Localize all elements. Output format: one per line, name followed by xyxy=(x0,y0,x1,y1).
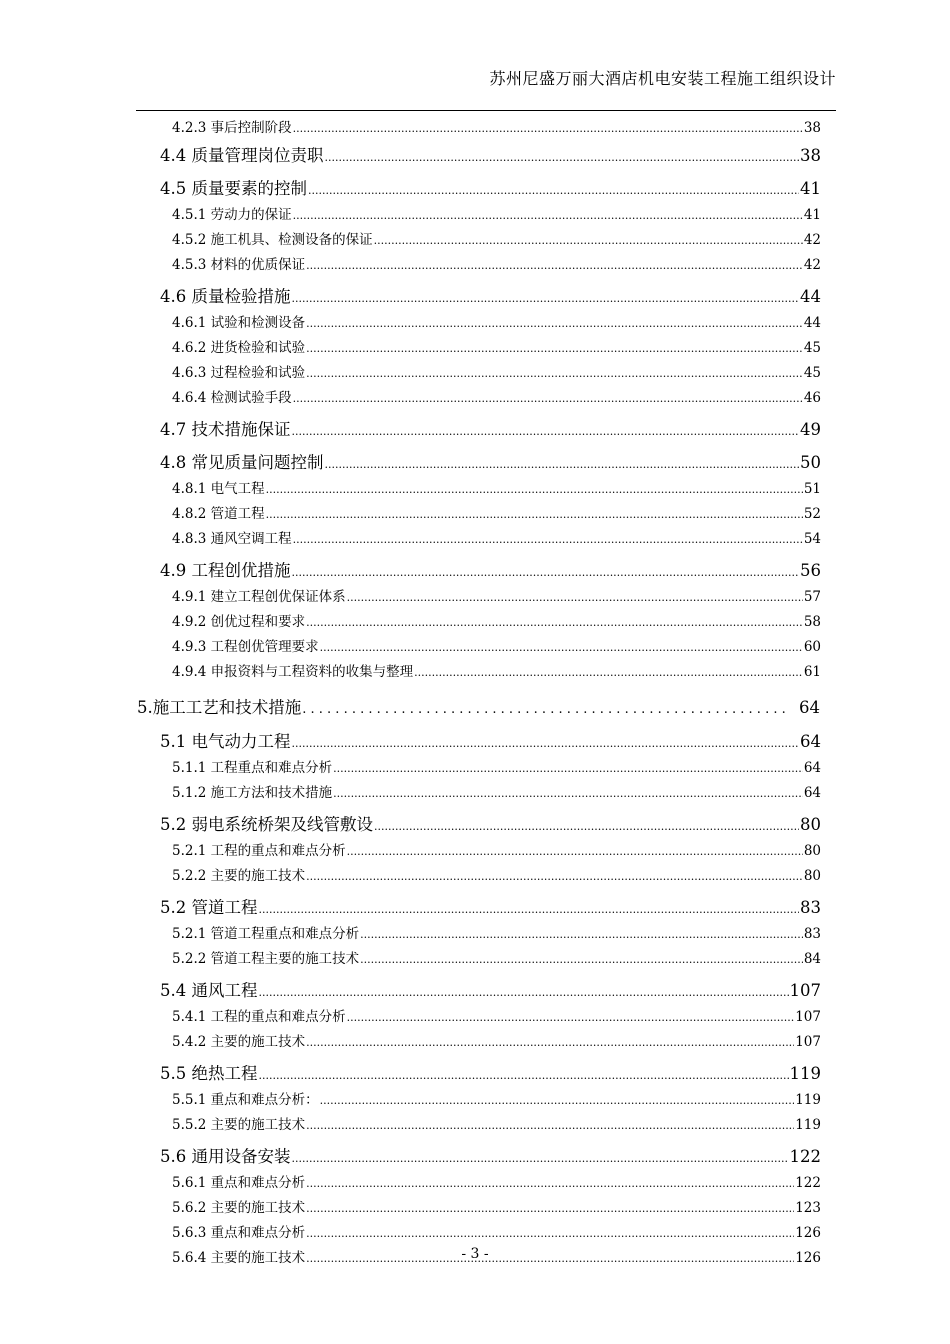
table-of-contents xyxy=(0,116,950,1271)
toc-dot-leader xyxy=(306,1030,794,1055)
toc-entry-page: 60 xyxy=(803,639,821,655)
toc-entry[interactable] xyxy=(172,922,821,947)
header-divider xyxy=(136,110,836,111)
toc-entry-label: 5.2.2 管道工程主要的施工技术 xyxy=(172,951,360,967)
toc-entry[interactable] xyxy=(172,660,821,685)
toc-entry-page: 126 xyxy=(795,1250,821,1266)
toc-entry[interactable] xyxy=(172,1196,821,1221)
toc-entry-page: 123 xyxy=(795,1200,821,1216)
toc-entry-label: 4.5.2 施工机具、检测设备的保证 xyxy=(172,232,373,248)
toc-dot-leader xyxy=(325,448,800,479)
toc-entry-label: 4.5.3 材料的优质保证 xyxy=(172,257,306,273)
toc-entry-label: 4.9 工程创优措施 xyxy=(160,561,291,580)
toc-entry-page: 83 xyxy=(803,926,821,942)
toc-entry[interactable] xyxy=(172,311,821,336)
toc-entry-page: 80 xyxy=(803,843,821,859)
toc-entry[interactable] xyxy=(160,727,821,756)
toc-entry-label: 5.1 电气动力工程 xyxy=(160,732,291,751)
toc-dot-leader xyxy=(320,635,803,660)
toc-dot-leader xyxy=(347,839,803,864)
toc-entry-page: 41 xyxy=(803,207,821,223)
toc-entry-page: 52 xyxy=(803,506,821,522)
toc-entry-label: 4.7 技术措施保证 xyxy=(160,420,291,439)
toc-entry-label: 4.8 常见质量问题控制 xyxy=(160,453,324,472)
toc-dot-leader xyxy=(360,947,803,972)
toc-entry[interactable] xyxy=(160,1142,821,1171)
toc-entry[interactable] xyxy=(172,1088,821,1113)
toc-entry-page: 44 xyxy=(800,287,821,306)
toc-dot-leader xyxy=(333,756,803,781)
toc-entry-page: 61 xyxy=(803,664,821,680)
toc-entry[interactable] xyxy=(137,693,820,723)
toc-entry-page: 80 xyxy=(803,868,821,884)
toc-entry-label: 5.6 通用设备安装 xyxy=(160,1147,291,1166)
toc-dot-leader xyxy=(292,1142,789,1173)
toc-dot-leader xyxy=(308,174,799,205)
toc-dot-leader xyxy=(259,976,789,1007)
toc-entry[interactable] xyxy=(172,756,821,781)
toc-dot-leader xyxy=(306,253,803,278)
toc-entry-page: 46 xyxy=(803,390,821,406)
toc-entry[interactable] xyxy=(160,1059,821,1088)
toc-entry[interactable] xyxy=(172,1030,821,1055)
toc-entry-label: 4.8.1 电气工程 xyxy=(172,481,265,497)
toc-entry-page: 42 xyxy=(803,257,821,273)
toc-entry[interactable] xyxy=(160,415,821,444)
toc-entry[interactable] xyxy=(172,610,821,635)
toc-entry-page: 64 xyxy=(803,760,821,776)
toc-entry[interactable] xyxy=(160,556,821,585)
toc-entry-page: 45 xyxy=(803,340,821,356)
toc-entry-page: 80 xyxy=(800,815,821,834)
toc-entry-label: 5.2.2 主要的施工技术 xyxy=(172,868,306,884)
toc-entry-label: 4.6.4 检测试验手段 xyxy=(172,390,292,406)
page-number: - 3 - xyxy=(461,1246,489,1262)
toc-entry-page: 64 xyxy=(799,698,820,717)
toc-entry-page: 83 xyxy=(800,898,821,917)
toc-entry-label: 4.8.2 管道工程 xyxy=(172,506,265,522)
toc-entry[interactable] xyxy=(160,976,821,1005)
toc-entry-page: 58 xyxy=(803,614,821,630)
toc-entry-label: 4.5.1 劳动力的保证 xyxy=(172,207,292,223)
toc-dot-leader xyxy=(293,116,803,141)
toc-entry[interactable] xyxy=(172,253,821,278)
toc-entry-label: 5.6.2 主要的施工技术 xyxy=(172,1200,306,1216)
toc-entry[interactable] xyxy=(172,203,821,228)
toc-entry[interactable] xyxy=(172,585,821,610)
toc-entry[interactable] xyxy=(172,228,821,253)
toc-entry-page: 107 xyxy=(795,1009,821,1025)
toc-dot-leader xyxy=(306,1171,794,1196)
toc-entry[interactable] xyxy=(172,336,821,361)
toc-entry[interactable] xyxy=(172,1113,821,1138)
toc-entry[interactable] xyxy=(172,116,821,141)
toc-entry-label: 5.4 通风工程 xyxy=(160,981,258,1000)
toc-dot-leader xyxy=(306,336,803,361)
toc-entry-label: 5.4.1 工程的重点和难点分析 xyxy=(172,1009,346,1025)
toc-entry-page: 57 xyxy=(803,589,821,605)
toc-dot-leader xyxy=(306,1196,794,1221)
toc-entry-page: 38 xyxy=(800,146,821,165)
toc-entry-page: 64 xyxy=(800,732,821,751)
toc-entry-label: 5.5.2 主要的施工技术 xyxy=(172,1117,306,1133)
toc-entry-page: 56 xyxy=(800,561,821,580)
toc-dot-leader xyxy=(306,610,803,635)
toc-entry[interactable] xyxy=(172,1221,821,1246)
toc-entry[interactable] xyxy=(160,141,821,170)
toc-entry-label: 5.6.3 重点和难点分析 xyxy=(172,1225,306,1241)
toc-dot-leader xyxy=(374,810,799,841)
toc-entry-label: 4.6 质量检验措施 xyxy=(160,287,291,306)
toc-entry-label: 5.6.4 主要的施工技术 xyxy=(172,1250,306,1266)
toc-dot-leader xyxy=(306,361,803,386)
toc-entry-page: 122 xyxy=(789,1147,821,1166)
toc-entry[interactable] xyxy=(172,839,821,864)
toc-dot-leader xyxy=(266,502,803,527)
toc-entry[interactable] xyxy=(172,947,821,972)
toc-dot-leader xyxy=(306,1221,794,1246)
toc-entry-label: 4.4 质量管理岗位责职 xyxy=(160,146,324,165)
toc-dot-leader xyxy=(414,660,803,685)
toc-entry-page: 54 xyxy=(803,531,821,547)
toc-entry[interactable] xyxy=(172,1005,821,1030)
toc-dot-leader xyxy=(302,693,788,725)
toc-dot-leader xyxy=(347,585,803,610)
toc-entry[interactable] xyxy=(160,174,821,203)
toc-entry[interactable] xyxy=(160,282,821,311)
toc-entry-label: 5.5 绝热工程 xyxy=(160,1064,258,1083)
toc-entry-page: 45 xyxy=(803,365,821,381)
toc-dot-leader xyxy=(292,727,800,758)
toc-dot-leader xyxy=(293,203,803,228)
toc-entry-page: 119 xyxy=(795,1092,821,1108)
toc-entry-label: 4.9.1 建立工程创优保证体系 xyxy=(172,589,346,605)
toc-dot-leader xyxy=(320,1088,795,1113)
toc-entry-label: 4.9.3 工程创优管理要求 xyxy=(172,639,319,655)
toc-dot-leader xyxy=(306,1113,794,1138)
toc-entry-page: 42 xyxy=(803,232,821,248)
toc-entry-page: 122 xyxy=(795,1175,821,1191)
toc-entry[interactable] xyxy=(172,1171,821,1196)
toc-entry-page: 44 xyxy=(803,315,821,331)
toc-entry-label: 5.4.2 主要的施工技术 xyxy=(172,1034,306,1050)
toc-entry-label: 5.2.1 管道工程重点和难点分析 xyxy=(172,926,360,942)
toc-dot-leader xyxy=(259,893,800,924)
toc-entry-label: 5.5.1 重点和难点分析： xyxy=(172,1092,319,1108)
toc-entry[interactable] xyxy=(160,448,821,477)
document-header-title: 苏州尼盛万丽大酒店机电安装工程施工组织设计 xyxy=(489,69,836,88)
toc-entry-label: 4.8.3 通风空调工程 xyxy=(172,531,292,547)
toc-entry-page: 49 xyxy=(800,420,821,439)
toc-entry-label: 5.1.2 施工方法和技术措施 xyxy=(172,785,333,801)
toc-entry-page: 50 xyxy=(800,453,821,472)
toc-dot-leader xyxy=(325,141,800,172)
toc-dot-leader xyxy=(360,922,803,947)
toc-entry-label: 5.施工工艺和技术措施 xyxy=(137,698,302,717)
toc-entry-label: 5.2 弱电系统桥架及线管敷设 xyxy=(160,815,373,834)
toc-entry-page: 107 xyxy=(789,981,821,1000)
toc-dot-leader xyxy=(306,311,803,336)
toc-dot-leader xyxy=(292,415,800,446)
toc-dot-leader xyxy=(293,527,803,552)
toc-dot-leader xyxy=(292,556,800,587)
toc-entry-page: 119 xyxy=(795,1117,821,1133)
toc-entry[interactable] xyxy=(160,810,821,839)
toc-entry[interactable] xyxy=(172,527,821,552)
toc-entry-page: 64 xyxy=(803,785,821,801)
toc-dot-leader xyxy=(266,477,803,502)
toc-entry-label: 4.9.4 申报资料与工程资料的收集与整理 xyxy=(172,664,414,680)
toc-entry-label: 4.6.1 试验和检测设备 xyxy=(172,315,306,331)
toc-entry[interactable] xyxy=(172,477,821,502)
toc-dot-leader xyxy=(293,386,803,411)
toc-dot-leader xyxy=(333,781,803,806)
toc-entry-label: 4.5 质量要素的控制 xyxy=(160,179,307,198)
toc-entry[interactable] xyxy=(172,781,821,806)
toc-dot-leader xyxy=(292,282,800,313)
toc-entry-label: 5.6.1 重点和难点分析 xyxy=(172,1175,306,1191)
toc-dot-leader xyxy=(374,228,803,253)
toc-entry-page: 51 xyxy=(803,481,821,497)
toc-entry-page: 84 xyxy=(803,951,821,967)
toc-entry-label: 4.6.3 过程检验和试验 xyxy=(172,365,306,381)
toc-entry-page: 38 xyxy=(803,120,821,136)
toc-entry[interactable] xyxy=(172,361,821,386)
toc-entry-label: 4.2.3 事后控制阶段 xyxy=(172,120,292,136)
toc-entry[interactable] xyxy=(172,635,821,660)
toc-entry-page: 107 xyxy=(795,1034,821,1050)
toc-dot-leader xyxy=(347,1005,795,1030)
toc-entry-page: 41 xyxy=(800,179,821,198)
toc-entry-label: 4.9.2 创优过程和要求 xyxy=(172,614,306,630)
toc-dot-leader xyxy=(306,864,803,889)
toc-entry-label: 5.2.1 工程的重点和难点分析 xyxy=(172,843,346,859)
toc-entry-label: 5.1.1 工程重点和难点分析 xyxy=(172,760,333,776)
toc-entry-page: 119 xyxy=(789,1064,821,1083)
toc-entry[interactable] xyxy=(172,864,821,889)
toc-entry-label: 4.6.2 进货检验和试验 xyxy=(172,340,306,356)
toc-dot-leader xyxy=(259,1059,789,1090)
toc-entry-page: 126 xyxy=(795,1225,821,1241)
toc-entry[interactable] xyxy=(172,502,821,527)
toc-entry[interactable] xyxy=(172,386,821,411)
toc-entry[interactable] xyxy=(160,893,821,922)
toc-entry-label: 5.2 管道工程 xyxy=(160,898,258,917)
